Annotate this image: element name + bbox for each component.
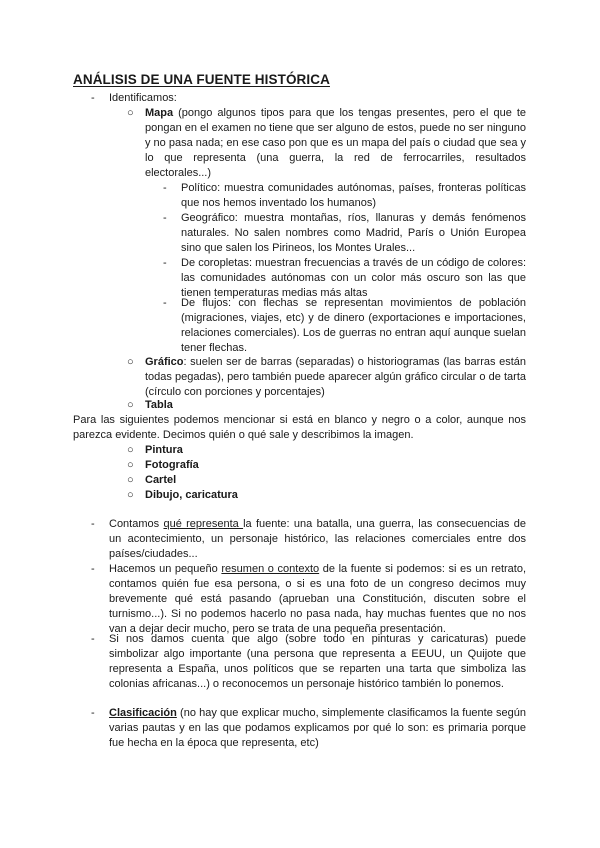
dash-bullet: - xyxy=(91,518,95,530)
tabla-label: Tabla xyxy=(145,399,173,411)
circle-bullet: ○ xyxy=(127,107,134,119)
contamos-item: Contamos qué representa la fuente: una batalla, una guerra, las consecuencias de un acontecimiento, un personaje histórico, las relaciones comerciales entre dos países/ciudades... xyxy=(109,518,526,561)
para-siguientes: Para las siguientes podemos mencionar si está en blanco y negro o a color, aunque nos parezca evidente. Decimos quién o qué sale y describimos la imagen. xyxy=(73,414,526,442)
clasificacion-text: (no hay que explicar mucho, simplemente clasificamos la fuente según varias pautas y en las que podamos explicamos por qué lo son: es primaria porque fue hecha en la época que representa, etc) xyxy=(109,707,526,750)
circle-bullet: ○ xyxy=(127,444,134,456)
mapa-text: (pongo algunos tipos para que los tengas presentes, pero el que te pongan en el examen no tiene que ser alguno de estos, puede no ser ninguno y no pasa nada; en ese caso pon que es un mapa del país o ciudad que sea y lo que representa (una guerra, la red de ferrocarriles, resultados electorales...) xyxy=(145,107,527,180)
dash-bullet: - xyxy=(91,92,95,104)
contamos-underline: qué representa xyxy=(163,518,244,530)
grafico-item xyxy=(145,355,526,400)
mapa-item xyxy=(145,106,526,181)
mapa-type-geografico: Geográfico: muestra montañas, ríos, llanuras y demás fenómenos naturales. No salen nombres como Madrid, París o Unión Europea sino que salen los Pirineos, los Montes Urales... xyxy=(181,212,526,255)
circle-bullet: ○ xyxy=(127,356,134,368)
identificamos-text: Identificamos: xyxy=(109,92,177,104)
mapa-type-flujos: De flujos: con flechas se representan movimientos de población (migraciones, viajes, etc) y de dinero (exportaciones e importaciones, relaciones comerciales). Los de guerras no entran aquí aunque suelan tener flechas. xyxy=(181,297,526,355)
dash-bullet: - xyxy=(91,633,95,645)
page-title: ANÁLISIS DE UNA FUENTE HISTÓRICA xyxy=(73,72,330,87)
image-type-fotografia: Fotografía xyxy=(145,459,199,471)
circle-bullet: ○ xyxy=(127,474,134,486)
hacemos-item: Hacemos un pequeño resumen o contexto de la fuente si podemos: si es un retrato, contamos quién fue esa persona, o si es una foto de un congreso decimos muy brevemente qué está pasando (aprueban una Constitución, discuten sobre el turnismo...). Si no podemos hacerlo no pasa nada, hay muchas fuentes que no nos van a dejar decir mucho, pero se trata de una pequeña presentación. xyxy=(109,563,527,636)
image-type-pintura: Pintura xyxy=(145,444,183,456)
dash-bullet: - xyxy=(91,563,95,575)
dash-bullet: - xyxy=(163,257,167,269)
dash-bullet: - xyxy=(163,212,167,224)
circle-bullet: ○ xyxy=(127,399,134,411)
image-type-dibujo: Dibujo, caricatura xyxy=(145,489,238,501)
dash-bullet: - xyxy=(163,182,167,194)
circle-bullet: ○ xyxy=(127,489,134,501)
grafico-label: Gráfico xyxy=(145,356,184,368)
circle-bullet: ○ xyxy=(127,459,134,471)
dash-bullet: - xyxy=(163,297,167,309)
simbolizar-item: Si nos damos cuenta que algo (sobre todo en pinturas y caricaturas) puede simbolizar algo importante (una persona que representa a EEUU, un Quijote que representa a España, unos políticos que se reparten una tarta que simboliza las colonias africanas...) o reconocemos un personaje histórico también lo ponemos. xyxy=(109,633,526,691)
image-type-cartel: Cartel xyxy=(145,474,177,486)
clasificacion-item xyxy=(109,706,526,751)
mapa-type-politico: Político: muestra comunidades autónomas, países, fronteras políticas que nos hemos inventado los humanos) xyxy=(181,182,526,210)
mapa-type-coropletas: De coropletas: muestran frecuencias a través de un código de colores: las comunidades autónomas con un color más oscuro son las que tienen temperaturas medias más altas xyxy=(181,257,526,300)
clasificacion-label: Clasificación xyxy=(109,707,177,719)
grafico-text: : suelen ser de barras (separadas) o historiogramas (las barras están todas pegadas), pero también puede aparecer algún gráfico circular o de tarta (círculo con porciones y porcentajes) xyxy=(145,356,526,399)
dash-bullet: - xyxy=(91,707,95,719)
mapa-label: Mapa xyxy=(145,107,174,119)
hacemos-underline: resumen o contexto xyxy=(221,563,320,575)
